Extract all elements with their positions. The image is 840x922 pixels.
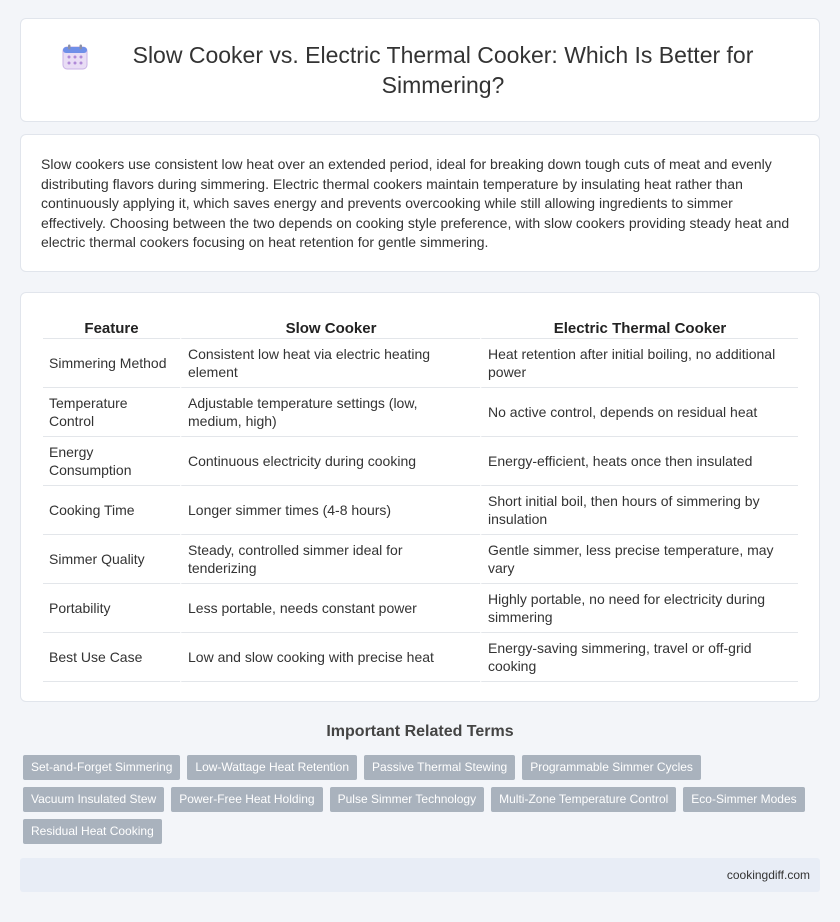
row-slow-cooker: Adjustable temperature settings (low, medium, high) [180,388,480,437]
page-title: Slow Cooker vs. Electric Thermal Cooker: Which Is Better for Simmering? [132,42,754,98]
footer [20,858,820,892]
row-thermal-cooker: No active control, depends on residual heat [480,388,798,437]
row-feature: Simmer Quality [43,535,180,584]
comparison-card [20,292,820,702]
related-term-tag[interactable]: Power-Free Heat Holding [171,787,322,812]
related-term-tag[interactable]: Set-and-Forget Simmering [23,755,180,780]
related-term-tag[interactable]: Residual Heat Cooking [23,819,162,844]
table-row [43,486,798,535]
related-terms-heading: Important Related Terms [326,723,514,740]
table-row [43,388,798,437]
title-card [20,18,820,122]
header-slow-cooker: Slow Cooker [180,313,480,339]
table-row [43,584,798,633]
table-row [43,339,798,388]
calendar-icon [61,43,89,71]
table-row [43,535,798,584]
footer-site-link[interactable]: cookingdiff.com [726,868,810,882]
intro-paragraph: Slow cookers use consistent low heat over an extended period, ideal for breaking down tough cuts of meat and evenly distributing flavors during simmering. Electric thermal cookers maintain temperature by insulating heat rather than continuously applying it, which saves energy and prevents overcooking while still allowing ingredients to simmer effectively. Choosing between the two depends on cooking style preference, with slow cookers providing steady heat and electric thermal cookers focusing on heat retention for gentle simmering. [41,156,790,250]
row-thermal-cooker: Short initial boil, then hours of simmering by insulation [480,486,798,535]
row-slow-cooker: Longer simmer times (4-8 hours) [180,486,480,535]
row-feature: Portability [43,584,180,633]
row-thermal-cooker: Gentle simmer, less precise temperature, may vary [480,535,798,584]
row-thermal-cooker: Energy-saving simmering, travel or off-grid cooking [480,633,798,682]
related-term-tag[interactable]: Vacuum Insulated Stew [23,787,164,812]
row-thermal-cooker: Highly portable, no need for electricity during simmering [480,584,798,633]
row-feature: Temperature Control [43,388,180,437]
header-thermal-cooker: Electric Thermal Cooker [480,313,798,339]
header-feature: Feature [43,313,180,339]
row-thermal-cooker: Heat retention after initial boiling, no additional power [480,339,798,388]
row-feature: Cooking Time [43,486,180,535]
row-feature: Best Use Case [43,633,180,682]
table-row [43,633,798,682]
related-term-tag[interactable]: Multi-Zone Temperature Control [491,787,676,812]
title-row [21,19,819,121]
intro-card [20,134,820,272]
related-term-tag[interactable]: Pulse Simmer Technology [330,787,485,812]
row-thermal-cooker: Energy-efficient, heats once then insulated [480,437,798,486]
row-slow-cooker: Less portable, needs constant power [180,584,480,633]
row-slow-cooker: Low and slow cooking with precise heat [180,633,480,682]
table-row [43,437,798,486]
row-slow-cooker: Steady, controlled simmer ideal for tenderizing [180,535,480,584]
related-term-tag[interactable]: Passive Thermal Stewing [364,755,515,780]
row-slow-cooker: Consistent low heat via electric heating element [180,339,480,388]
related-term-tag[interactable]: Programmable Simmer Cycles [522,755,701,780]
table-header-row [43,313,798,339]
comparison-table [43,313,798,682]
related-term-tag[interactable]: Low-Wattage Heat Retention [187,755,357,780]
row-feature: Energy Consumption [43,437,180,486]
related-terms-list [23,755,823,851]
row-feature: Simmering Method [43,339,180,388]
related-term-tag[interactable]: Eco-Simmer Modes [683,787,804,812]
row-slow-cooker: Continuous electricity during cooking [180,437,480,486]
